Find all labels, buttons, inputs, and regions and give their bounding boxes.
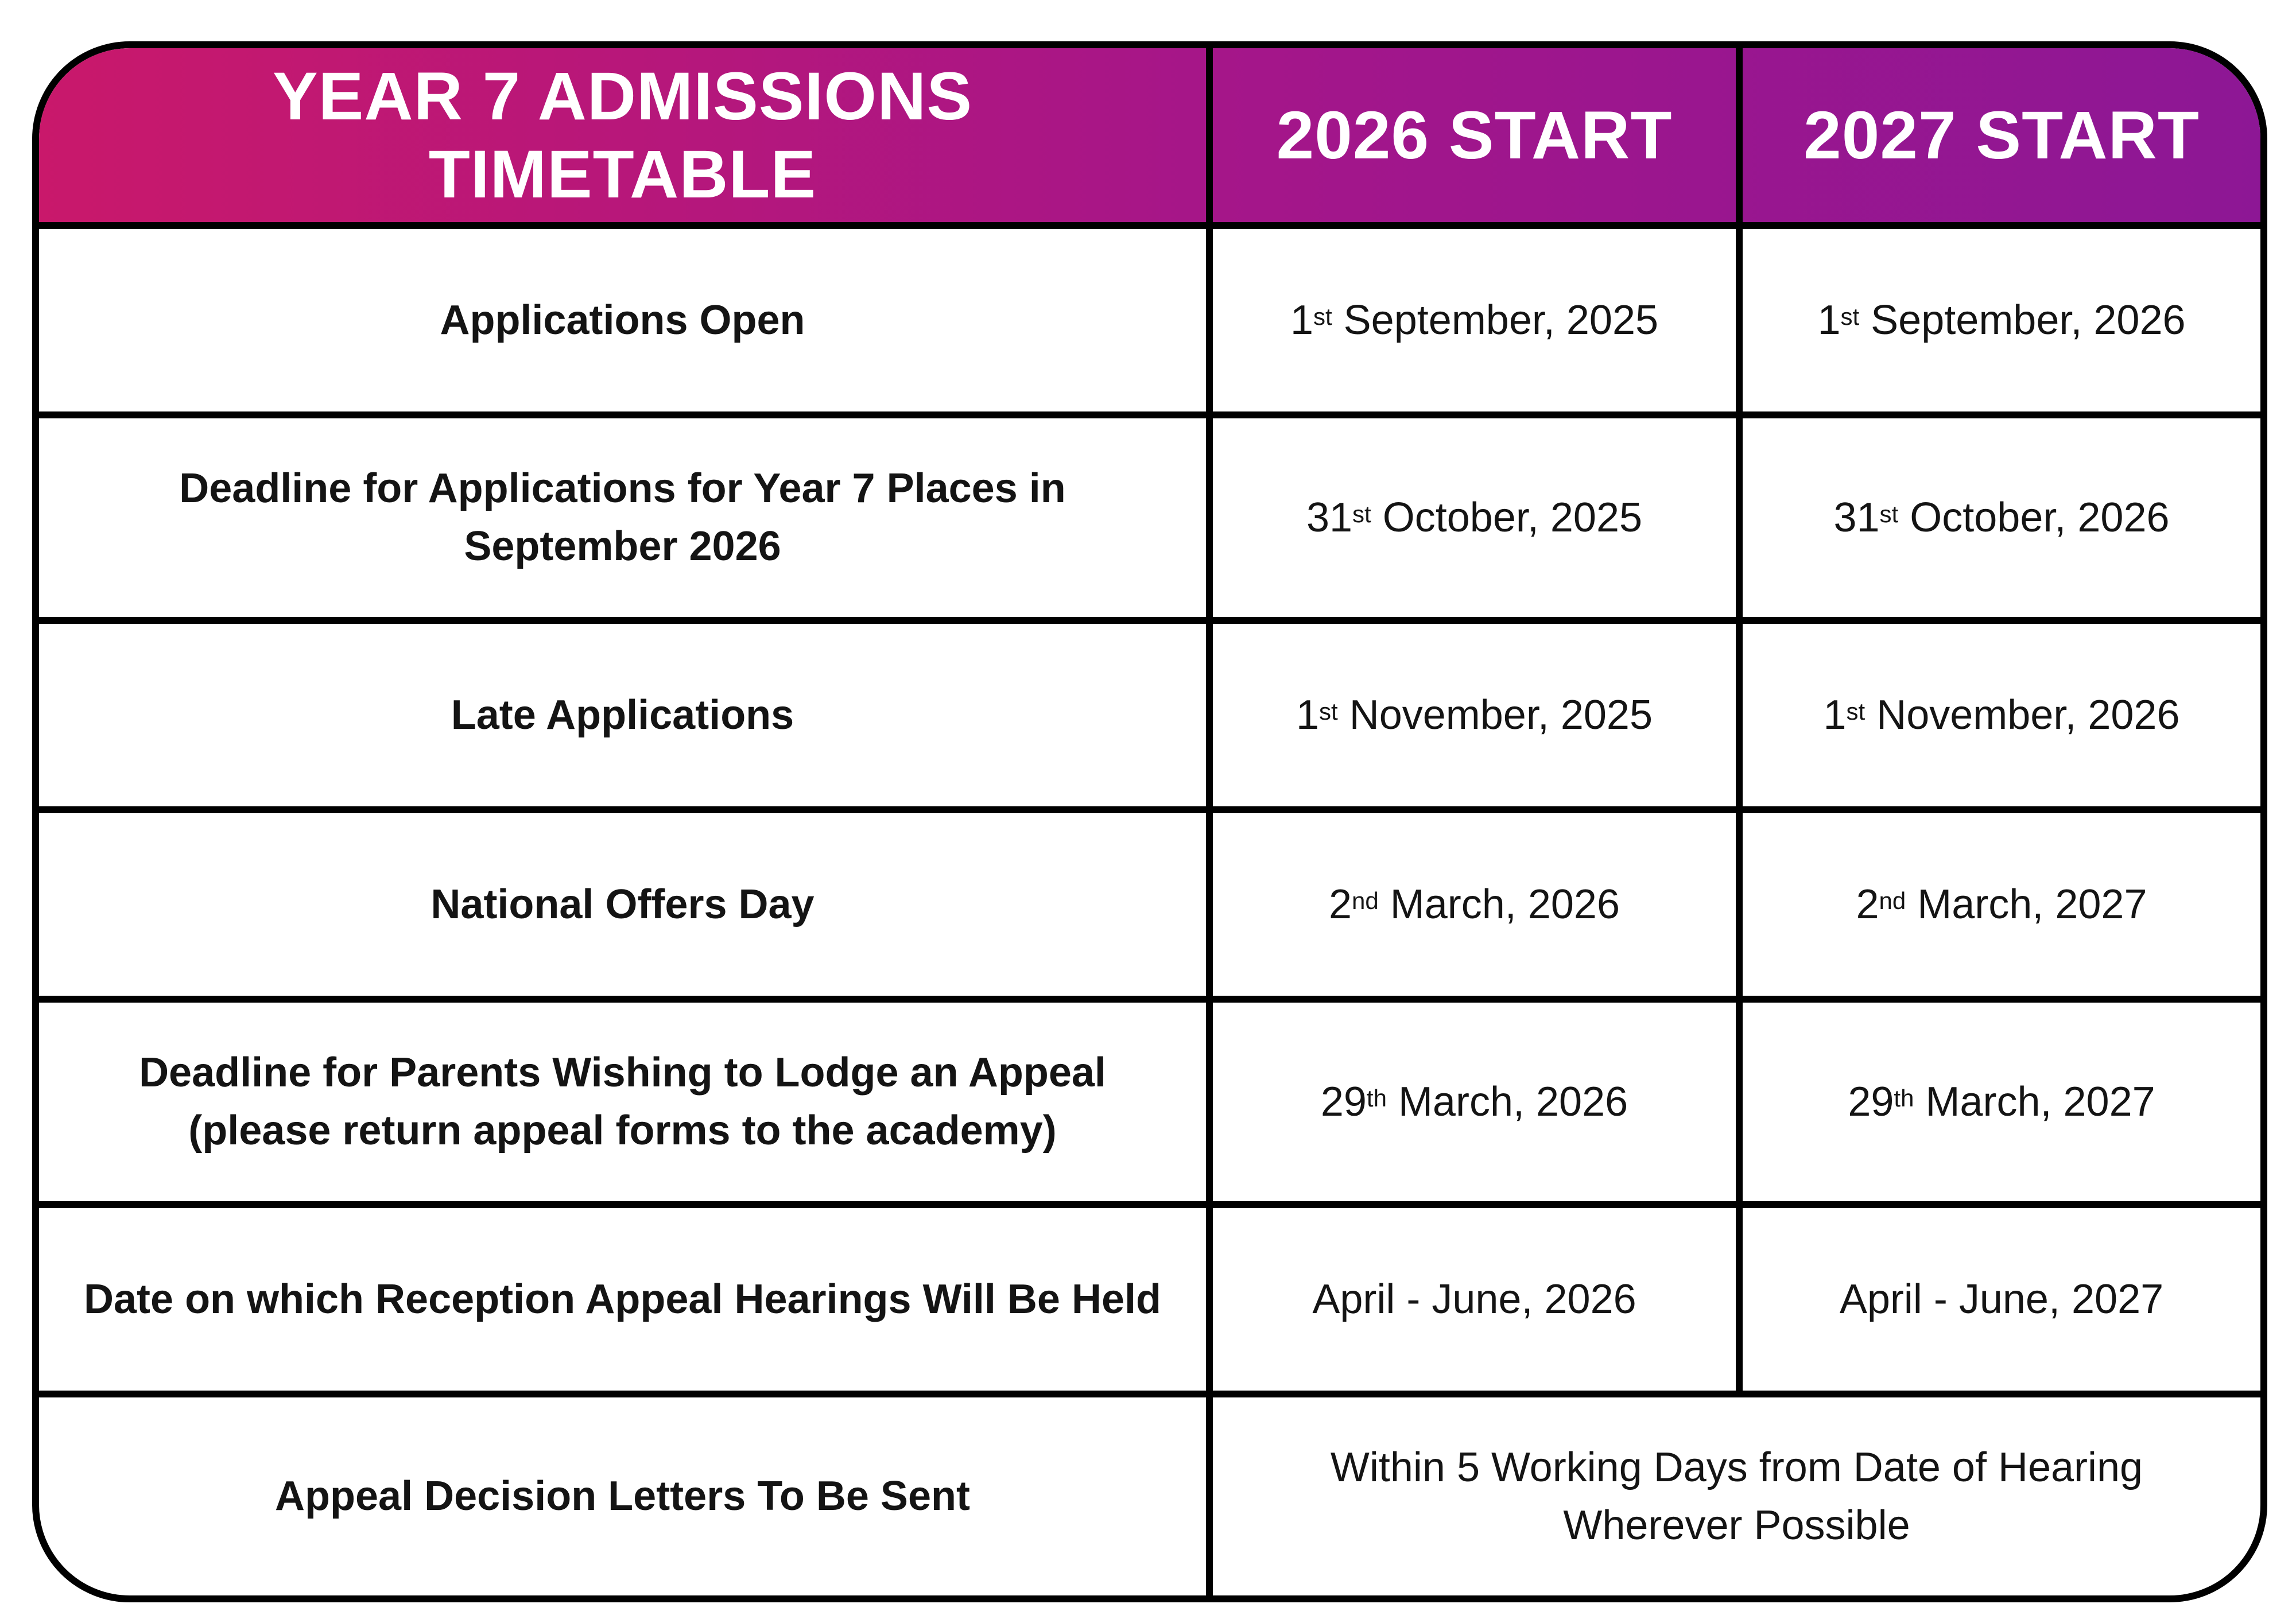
row-label-late-applications: Late Applications bbox=[39, 624, 1213, 813]
row-label-appeal-deadline bbox=[39, 1003, 1213, 1208]
row-label-application-deadline: Deadline for Applications for Year 7 Places in September 2026 bbox=[39, 418, 1213, 624]
row-label-decision-letters: Appeal Decision Letters To Be Sent bbox=[39, 1397, 1213, 1595]
row-label-appeal-hearings: Date on which Reception Appeal Hearings Will Be Held bbox=[39, 1208, 1213, 1397]
date-2027-applications-open: 1 $^{st}$ September, 2026 bbox=[1743, 229, 2260, 418]
table-title: YEAR 7 ADMISSIONS TIMETABLE bbox=[39, 48, 1213, 229]
date-2027-appeal-deadline: 29 $^{th}$ March, 2027 bbox=[1743, 1003, 2260, 1208]
date-2027-application-deadline: 31 $^{st}$ October, 2026 bbox=[1743, 418, 2260, 624]
date-2026-application-deadline: 31 $^{st}$ October, 2025 bbox=[1213, 418, 1743, 624]
date-2026-late-applications: 1 $^{st}$ November, 2025 bbox=[1213, 624, 1743, 813]
date-2026-national-offers-day: 2 $^{nd}$ March, 2026 bbox=[1213, 813, 1743, 1003]
date-2026-applications-open: 1 $^{st}$ September, 2025 bbox=[1213, 229, 1743, 418]
date-2027-late-applications: 1 $^{st}$ November, 2026 bbox=[1743, 624, 2260, 813]
timetable-grid bbox=[39, 48, 2260, 1595]
row-label-appeal-deadline-line1: Deadline for Parents Wishing to Lodge an Appeal bbox=[139, 1050, 1106, 1096]
column-header-2026: 2026 START bbox=[1213, 48, 1743, 229]
row-label-national-offers-day: National Offers Day bbox=[39, 813, 1213, 1003]
date-2027-national-offers-day: 2 $^{nd}$ March, 2027 bbox=[1743, 813, 2260, 1003]
date-2026-appeal-hearings: April - June, 2026 bbox=[1213, 1208, 1743, 1397]
date-2027-appeal-hearings: April - June, 2027 bbox=[1743, 1208, 2260, 1397]
admissions-timetable bbox=[32, 41, 2267, 1602]
column-header-2027: 2027 START bbox=[1743, 48, 2260, 229]
date-2026-appeal-deadline: 29 $^{th}$ March, 2026 bbox=[1213, 1003, 1743, 1208]
row-label-applications-open: Applications Open bbox=[39, 229, 1213, 418]
decision-letters-timing: Within 5 Working Days from Date of Hearing Wherever Possible bbox=[1330, 1444, 2143, 1548]
row-label-appeal-deadline-line2: (please return appeal forms to the academy) bbox=[188, 1108, 1057, 1154]
